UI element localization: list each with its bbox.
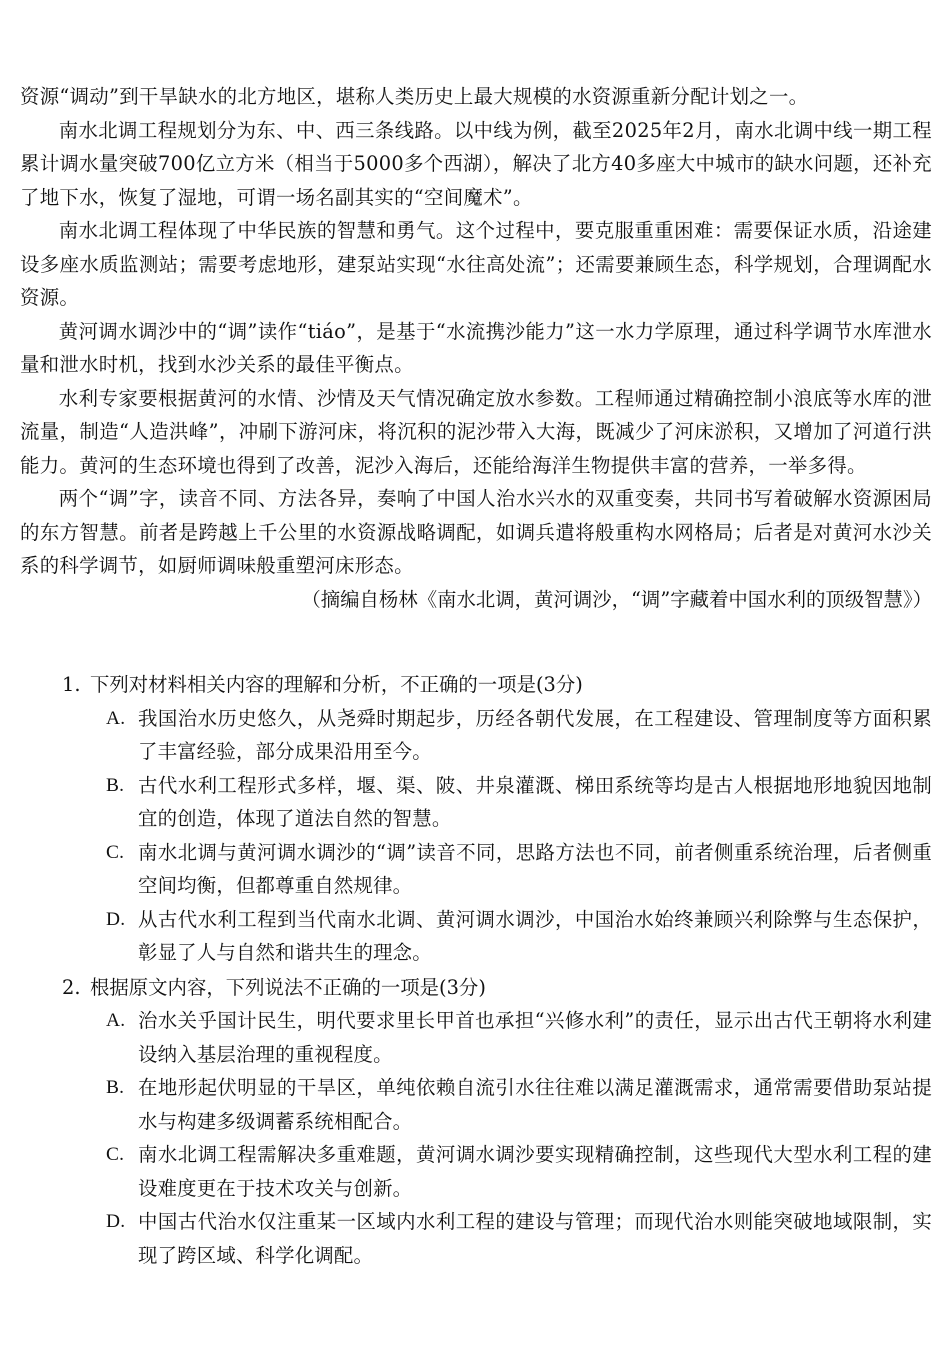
option-letter: B. [106, 774, 125, 796]
option-b[interactable] [20, 1071, 932, 1138]
question-text: 根据原文内容，下列说法不正确的一项是(3分) [90, 975, 486, 999]
option-a[interactable] [20, 1004, 932, 1071]
option-letter: A. [106, 1010, 126, 1031]
question-stem [20, 668, 932, 702]
question-number: 1. [62, 673, 81, 696]
option-text: 中国古代治水仅注重某一区域内水利工程的建设与管理；而现代治水则能突破地域限制，实现了跨区域、科学化调配。 [138, 1210, 932, 1267]
option-letter: C. [106, 1144, 125, 1165]
option-c[interactable] [20, 1138, 932, 1205]
option-letter: D. [106, 908, 126, 930]
passage-paragraph-3: 南水北调工程体现了中华民族的智慧和勇气。这个过程中，要克服重重困难：需要保证水质，沿途建设多座水质监测站；需要考虑地形，建泵站实现“水往高处流”；还需要兼顾生态，科学规划，合理调配水资源。 [20, 219, 932, 309]
question-text: 下列对材料相关内容的理解和分析，不正确的一项是(3分) [90, 673, 583, 696]
option-b[interactable] [20, 769, 932, 836]
passage-paragraph-1: 资源“调动”到干旱缺水的北方地区，堪称人类历史上最大规模的水资源重新分配计划之一。 [20, 85, 809, 108]
option-letter: B. [106, 1077, 125, 1098]
option-d[interactable] [20, 903, 932, 970]
option-letter: A. [106, 707, 126, 729]
option-text: 在地形起伏明显的干旱区，单纯依赖自流引水往往难以满足灌溉需求，通常需要借助泵站提水与构建多级调蓄系统相配合。 [138, 1076, 932, 1133]
option-text: 治水关乎国计民生，明代要求里长甲首也承担“兴修水利”的责任，显示出古代王朝将水利建设纳入基层治理的重视程度。 [138, 1009, 932, 1066]
passage-paragraph-4: 黄河调水调沙中的“调”读作“tiáo”，是基于“水流携沙能力”这一水力学原理，通过科学调节水库泄水量和泄水时机，找到水沙关系的最佳平衡点。 [20, 319, 932, 376]
option-c[interactable] [20, 836, 932, 903]
option-text: 从古代水利工程到当代南水北调、黄河调水调沙，中国治水始终兼顾兴利除弊与生态保护，彰显了人与自然和谐共生的理念。 [138, 907, 932, 964]
passage-paragraph-5: 水利专家要根据黄河的水情、沙情及天气情况确定放水参数。工程师通过精确控制小浪底等水库的泄流量，制造“人造洪峰”，冲刷下游河床，将沉积的泥沙带入大海，既减少了河床淤积，又增加了河道行洪能力。黄河的生态环境也得到了改善，泥沙入海后，还能给海洋生物提供丰富的营养，一举多得。 [20, 386, 932, 477]
option-letter: D. [106, 1211, 126, 1232]
option-text: 南水北调与黄河调水调沙的“调”读音不同，思路方法也不同，前者侧重系统治理，后者侧重空间均衡，但都尊重自然规律。 [138, 840, 932, 897]
reading-passage [20, 80, 932, 616]
passage-paragraph-6: 两个“调”字，读音不同、方法各异，奏响了中国人治水兴水的双重变奏，共同书写着破解水资源困局的东方智慧。前者是跨越上千公里的水资源战略调配，如调兵遣将般重构水网格局；后者是对黄河水沙关系的科学调节，如厨师调味般重塑河床形态。 [20, 487, 932, 577]
option-text: 古代水利工程形式多样，堰、渠、陂、井泉灌溉、梯田系统等均是古人根据地形地貌因地制宜的创造，体现了道法自然的智慧。 [138, 773, 932, 830]
option-letter: C. [106, 841, 125, 863]
question-number: 2. [62, 975, 81, 999]
question-2 [20, 971, 932, 1273]
question-list [20, 668, 932, 1273]
passage-paragraph-2: 南水北调工程规划分为东、中、西三条线路。以中线为例，截至2025年2月，南水北调中线一期工程累计调水量突破700亿立方米（相当于5000多个西湖），解决了北方40多座大中城市的缺水问题，还补充了地下水，恢复了湿地，可谓一场名副其实的“空间魔术”。 [20, 118, 932, 209]
question-1 [20, 668, 932, 970]
passage-source: （摘编自杨林《南水北调，黄河调沙，“调”字藏着中国水利的顶级智慧》） [301, 587, 932, 611]
question-stem [20, 971, 932, 1005]
option-text: 我国治水历史悠久，从尧舜时期起步，历经各朝代发展，在工程建设、管理制度等方面积累了丰富经验，部分成果沿用至今。 [138, 706, 932, 763]
option-a[interactable] [20, 702, 932, 769]
option-d[interactable] [20, 1205, 932, 1272]
option-text: 南水北调工程需解决多重难题，黄河调水调沙要实现精确控制，这些现代大型水利工程的建设难度更在于技术攻关与创新。 [138, 1143, 932, 1200]
